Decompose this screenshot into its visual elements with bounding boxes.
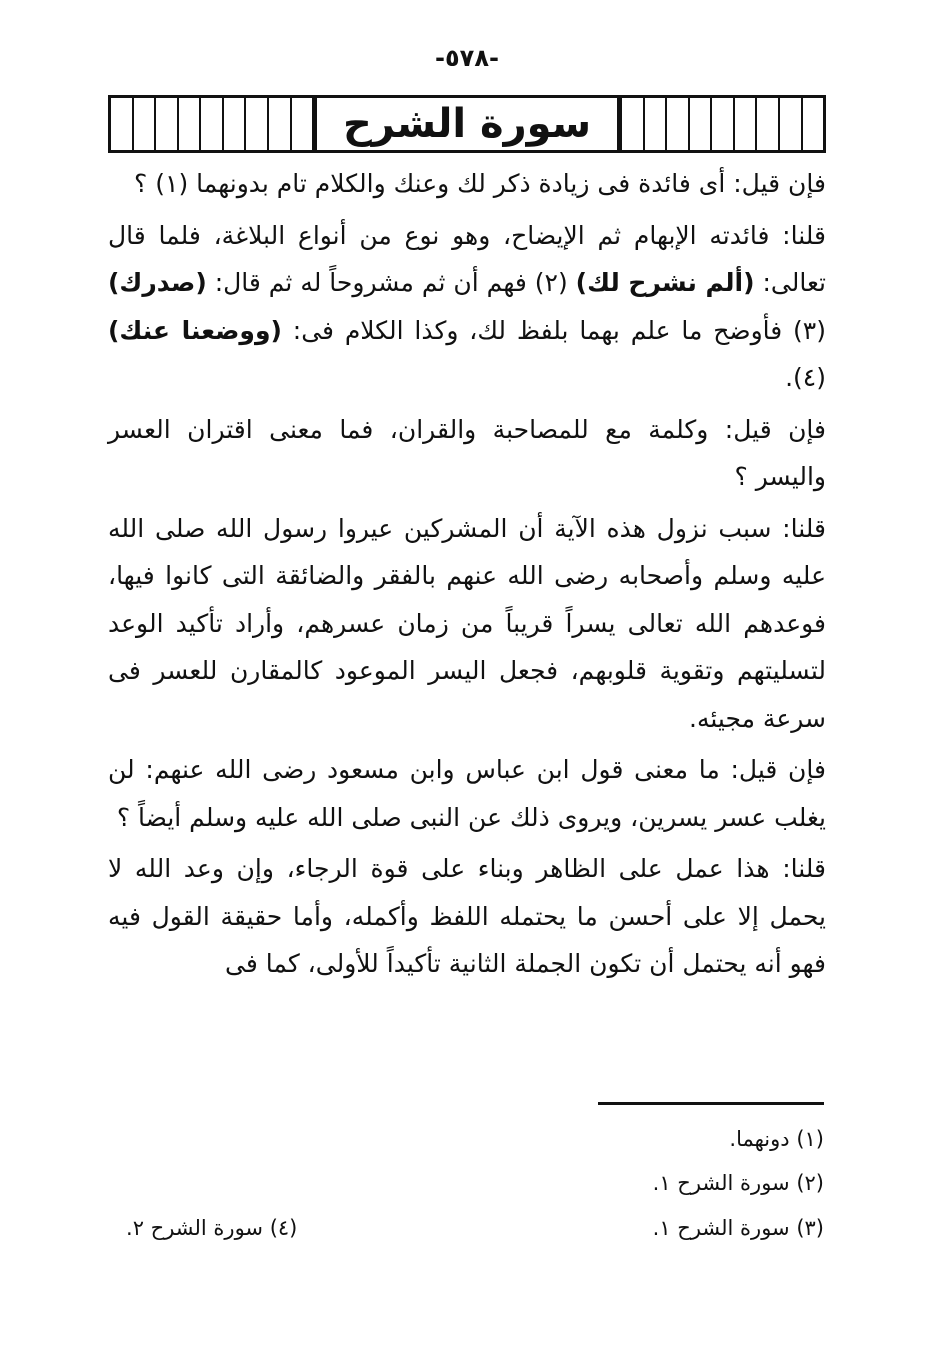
footnote-3: (٣) سورة الشرح ١. [652, 1216, 824, 1240]
page-number: -٥٧٨- [435, 44, 499, 72]
banner-right-ornament [620, 98, 823, 150]
footnote-divider [598, 1102, 824, 1105]
body-text [108, 160, 826, 992]
surah-title: سورة الشرح [314, 98, 620, 150]
banner-left-ornament [111, 98, 314, 150]
surah-header-banner [108, 95, 826, 153]
answer-1-text-c: (٣) فأوضح ما علم بهما بلفظ لك، وكذا الكلام فى: [281, 315, 826, 345]
paragraph-question-1: فإن قيل: أى فائدة فى زيادة ذكر لك وعنك والكلام تام بدونهما (١) ؟ [134, 169, 826, 198]
answer-1-text-d: (٤). [785, 363, 826, 392]
paragraph-answer-3: قلنا: هذا عمل على الظاهر وبناء على قوة الرجاء، وإن وعد الله لا يحمل إلا على أحسن ما يحتمله اللفظ وأكمله، وأما حقيقة القول فيه فهو أنه يحتمل أن تكون الجملة الثانية تأكيداً للأولى، كما فى [108, 854, 826, 978]
quran-quote-1: (ألم نشرح لك) [575, 268, 755, 297]
quran-quote-2: (صدرك) [107, 268, 207, 297]
paragraph-answer-2: قلنا: سبب نزول هذه الآية أن المشركين عيروا رسول الله صلى الله عليه وسلم وأصحابه رضى الله عنهم بالفقر والضائقة التى كانوا فيها، فوعدهم الله تعالى يسراً قريباً من زمان عسرهم، وأراد تأكيد الوعد لتسليتهم وتقوية قلوبهم، فجعل اليسر الموعود كالمقارن للعسر فى سرعة مجيئه. [108, 513, 826, 733]
answer-1-text-b: (٢) فهم أن ثم مشروحاً له ثم قال: [206, 268, 576, 297]
answer-1-text-a: قلنا: فائدته الإبهام ثم الإيضاح، وهو نوع من أنواع البلاغة، فلما قال تعالى: [108, 220, 826, 297]
paragraph-question-3: فإن قيل: ما معنى قول ابن عباس وابن مسعود رضى الله عنهم: لن يغلب عسر يسرين، ويروى ذلك عن النبى صلى الله عليه وسلم أيضاً ؟ [108, 755, 826, 832]
paragraph-answer-1 [108, 212, 826, 402]
paragraph-question-2: فإن قيل: وكلمة مع للمصاحبة والقران، فما معنى اقتران العسر واليسر ؟ [108, 414, 826, 491]
footnote-4: (٤) سورة الشرح ٢. [126, 1216, 298, 1240]
footnote-2: (٢) سورة الشرح ١. [652, 1171, 824, 1195]
quran-quote-3: (ووضعنا عنك) [108, 315, 282, 345]
footnote-1: (١) دونهما. [729, 1127, 824, 1151]
